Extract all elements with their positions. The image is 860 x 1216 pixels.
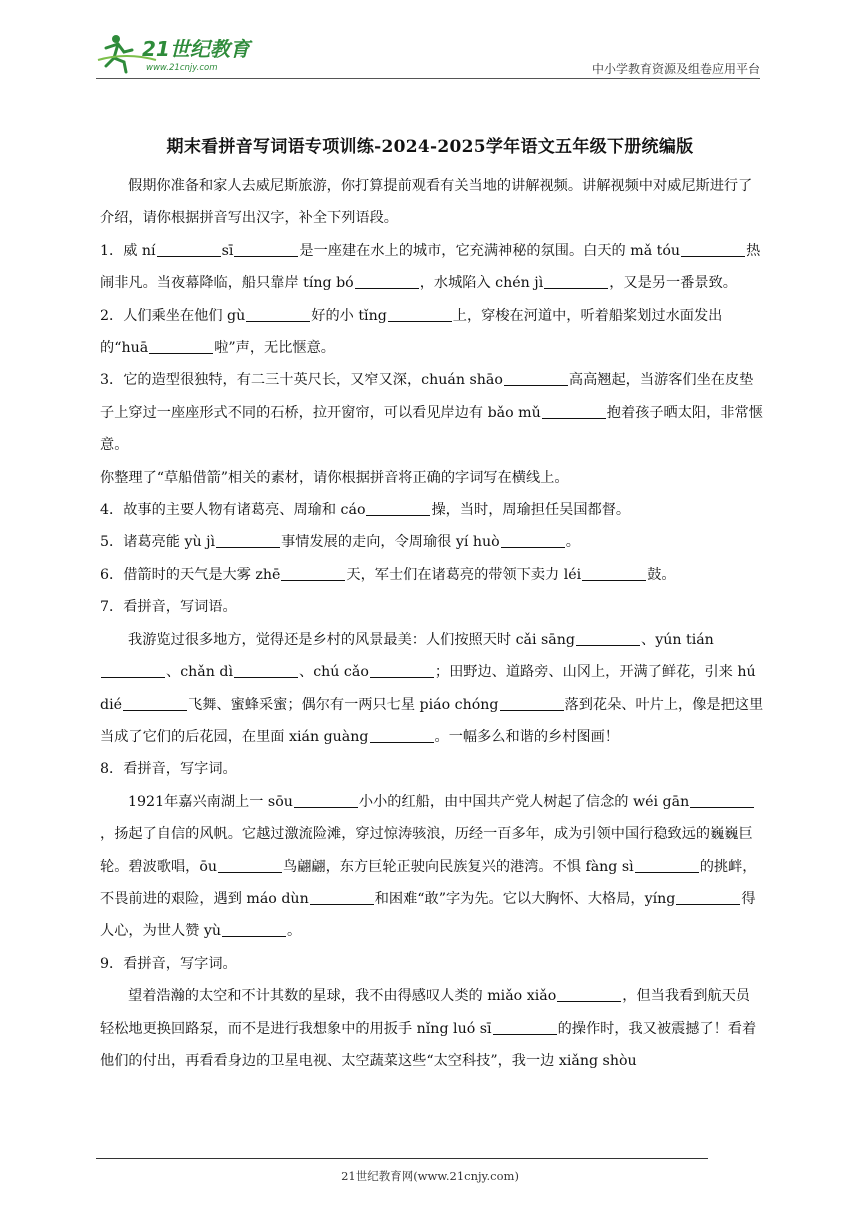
svg-text:www.21cnjy.com: www.21cnjy.com <box>146 63 218 73</box>
platform-name: 中小学教育资源及组卷应用平台 <box>591 62 760 76</box>
question-4: 4．故事的主要人物有诸葛亮、周瑜和 cáo 操，当时，周瑜担任吴国都督。 <box>100 502 631 519</box>
question-2: 2．人们乘坐在他们 gù 好的小 tǐng 上，穿梭在河道中，听着船桨划过水面发出的“huā 啦”声，无比惬意。 <box>100 307 723 357</box>
answer-blank[interactable] <box>493 1020 557 1035</box>
answer-blank[interactable] <box>388 307 452 322</box>
header-rule <box>96 78 760 79</box>
answer-blank[interactable] <box>234 242 298 257</box>
svg-text:21世纪教育: 21世纪教育 <box>142 37 250 61</box>
question-7-passage: 我游览过很多地方，觉得还是乡村的风景最美：人们按照天时 cǎi sāng 、yún tián、chǎn dì 、chú cǎo ；田野边、道路旁、山冈上，开满了鲜花，引来 hú dié 飞舞、蜜蜂采蜜；偶尔有一两只七星 piáo chóng 落到花朵、叶片上，像是把这里当成了它们的后花园，在里面 xián guàng 。一幅多么和谐的乡村图画！ <box>100 631 764 745</box>
answer-blank[interactable] <box>234 663 298 678</box>
question-6: 6．借箭时的天气是大雾 zhē 天，军士们在诸葛亮的带领下卖力 léi 鼓。 <box>100 566 676 583</box>
answer-blank[interactable] <box>500 696 564 711</box>
answer-blank[interactable] <box>370 663 434 678</box>
page-header <box>96 30 760 80</box>
answer-blank[interactable] <box>366 501 430 516</box>
intro-paragraph: 假期你准备和家人去威尼斯旅游，你打算提前观看有关当地的讲解视频。讲解视频中对威尼斯进行了介绍，请你根据拼音写出汉字，补全下列语段。 <box>100 178 753 227</box>
question-8-heading: 8．看拼音，写字词。 <box>100 761 237 778</box>
answer-blank[interactable] <box>690 793 754 808</box>
question-8-passage: 1921年嘉兴南湖上一 sōu 小小的红船，由中国共产党人树起了信念的 wéi gān，扬起了自信的风帆。它越过激流险滩，穿过惊涛骇浪，历经一百多年，成为引领中国行稳致远的巍巍巨轮。碧波歌唱，ōu 鸟翩翩，东方巨轮正驶向民族复兴的港湾。不惧 fàng sì 的挑衅，不畏前进的艰险，遇到 máo dùn 和困难“敢”字为先。它以大胸怀、大格局，yíng 得人心，为世人赞 yù 。 <box>100 793 757 940</box>
footer-rule <box>96 1158 708 1159</box>
answer-blank[interactable] <box>149 339 213 354</box>
answer-blank[interactable] <box>218 858 282 873</box>
question-9-heading: 9．看拼音，写字词。 <box>100 955 237 972</box>
answer-blank[interactable] <box>355 274 419 289</box>
answer-blank[interactable] <box>576 631 640 646</box>
answer-blank[interactable] <box>635 858 699 873</box>
answer-blank[interactable] <box>123 696 187 711</box>
answer-blank[interactable] <box>370 728 434 743</box>
answer-blank[interactable] <box>216 533 280 548</box>
question-1: 1．威 ní sī 是一座建在水上的城市，它充满神秘的氛围。白天的 mǎ tóu 热闹非凡。当夜幕降临，船只靠岸 tíng bó ，水城陷入 chén jì ，又是另一番景致。 <box>100 242 761 292</box>
question-5: 5．诸葛亮能 yù jì 事情发展的走向，令周瑜很 yí huò 。 <box>100 534 580 551</box>
answer-blank[interactable] <box>542 404 606 419</box>
question-9-passage: 望着浩瀚的太空和不计其数的星球，我不由得感叹人类的 miǎo xiǎo ，但当我看到航天员轻松地更换回路泵，而不是进行我想象中的用扳手 nǐng luó sī 的操作时，我又被震撼了！看着他们的付出，再看看身边的卫星电视、太空蔬菜这些“太空科技”，我一边 xiǎng shòu <box>100 988 757 1069</box>
answer-blank[interactable] <box>222 922 286 937</box>
answer-blank[interactable] <box>101 663 165 678</box>
answer-blank[interactable] <box>246 307 310 322</box>
answer-blank[interactable] <box>501 533 565 548</box>
answer-blank[interactable] <box>504 371 568 386</box>
answer-blank[interactable] <box>281 566 345 581</box>
answer-blank[interactable] <box>294 793 358 808</box>
question-3: 3．它的造型很独特，有二三十英尺长，又窄又深，chuán shāo 高高翘起，当游客们坐在皮垫子上穿过一座座形式不同的石桥，拉开窗帘，可以看见岸边有 bǎo mǔ 抱着孩子晒太阳，非常惬意。 <box>100 372 763 454</box>
logo-21cnjy <box>96 30 256 78</box>
intro-paragraph-2: 你整理了“草船借箭”相关的素材，请你根据拼音将正确的字词写在横线上。 <box>100 469 569 486</box>
answer-blank[interactable] <box>157 242 221 257</box>
exercise-content <box>100 170 764 1077</box>
answer-blank[interactable] <box>544 274 608 289</box>
answer-blank[interactable] <box>310 890 374 905</box>
answer-blank[interactable] <box>582 566 646 581</box>
answer-blank[interactable] <box>557 987 621 1002</box>
answer-blank[interactable] <box>681 242 745 257</box>
page-title: 期末看拼音写词语专项训练-2024-2025学年语文五年级下册统编版 <box>166 137 694 157</box>
page-footer: 21世纪教育网(www.21cnjy.com) <box>341 1169 519 1183</box>
question-7-heading: 7．看拼音，写词语。 <box>100 599 237 616</box>
answer-blank[interactable] <box>676 890 740 905</box>
